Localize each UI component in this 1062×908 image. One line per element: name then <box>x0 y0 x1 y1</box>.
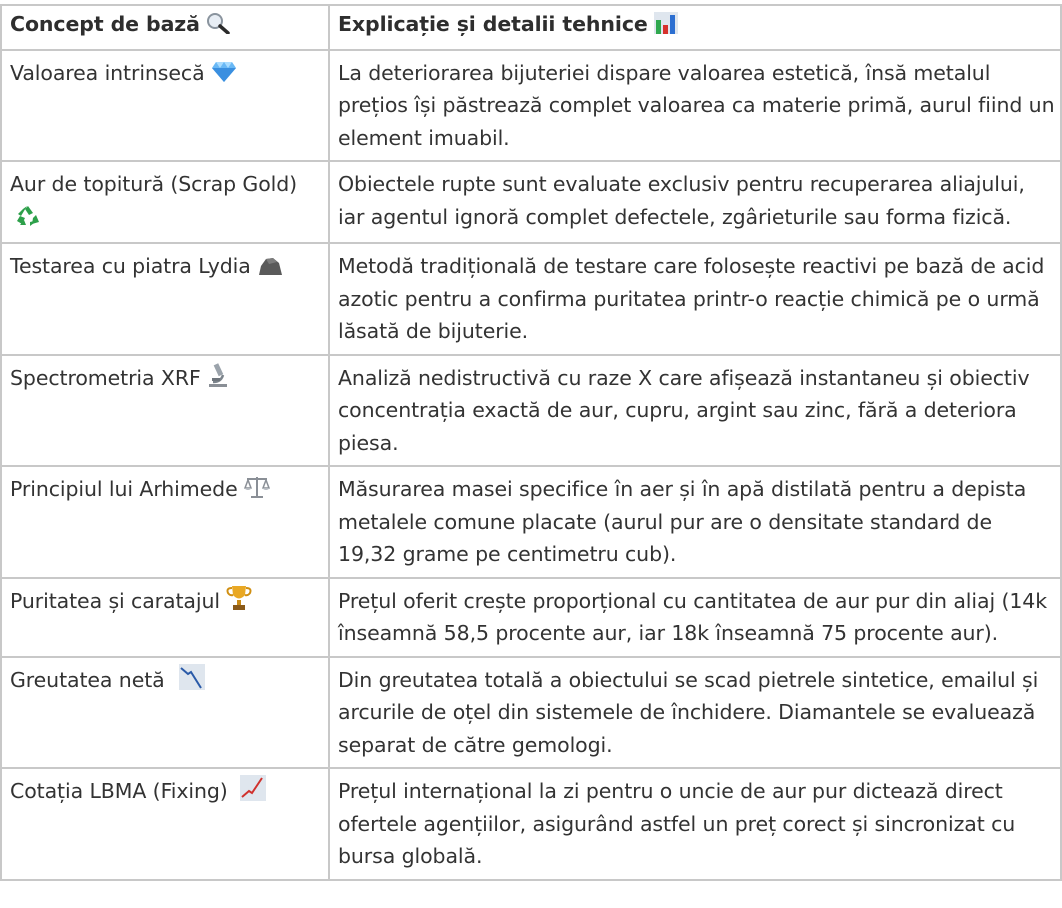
details-cell: Obiectele rupte sunt evaluate exclusiv pentru recuperarea aliajului, iar agentul ignoră complet defectele, zgârieturile sau forma fizică. <box>329 161 1061 243</box>
header-details-label: Explicație și detalii tehnice <box>338 12 648 36</box>
concept-label: Cotația LBMA (Fixing) <box>10 779 228 803</box>
header-details <box>329 5 1061 50</box>
concept-cell <box>1 578 329 657</box>
table-row <box>1 50 1061 162</box>
table-row <box>1 161 1061 243</box>
chart-increasing-icon <box>240 775 266 811</box>
concept-cell <box>1 768 329 880</box>
concept-cell <box>1 657 329 769</box>
table-header-row <box>1 5 1061 50</box>
trophy-icon <box>226 585 252 621</box>
concept-cell <box>1 355 329 467</box>
gem-icon <box>211 60 237 93</box>
balance-scale-icon <box>244 475 270 509</box>
concept-label: Aur de topitură (Scrap Gold) <box>10 172 298 196</box>
recycle-icon <box>16 204 40 237</box>
table-row <box>1 768 1061 880</box>
details-cell: Din greutatea totală a obiectului se scad pietrele sintetice, emailul și arcurile de oțel din sistemele de închidere. Diamantele se evaluează separat de către gemologi. <box>329 657 1061 769</box>
microscope-icon <box>207 362 229 398</box>
chart-decreasing-icon <box>179 664 205 700</box>
concept-label: Greutatea netă <box>10 667 165 692</box>
details-cell: Analiză nedistructivă cu raze X care afișează instantaneu și obiectiv concentrația exactă de aur, cupru, argint sau zinc, fără a deteriora piesa. <box>329 355 1061 467</box>
table-row <box>1 466 1061 578</box>
concept-cell <box>1 243 329 355</box>
concept-cell <box>1 466 329 578</box>
concept-table <box>0 4 1062 881</box>
concept-label: Spectrometria XRF <box>10 365 201 390</box>
concept-cell <box>1 50 329 162</box>
table-row <box>1 355 1061 467</box>
details-cell: Prețul internațional la zi pentru o uncie de aur pur dictează direct ofertele agențiilor, asigurând astfel un preț corect și sincronizat cu bursa globală. <box>329 768 1061 880</box>
header-concept <box>1 5 329 50</box>
header-concept-label: Concept de bază <box>10 12 200 36</box>
table-row <box>1 578 1061 657</box>
details-cell: Măsurarea masei specifice în aer și în apă distilată pentru a depista metalele comune placate (aurul pur are o densitate standard de 19,32 grame pe centimetru cub). <box>329 466 1061 578</box>
details-cell: Prețul oferit crește proporțional cu cantitatea de aur pur din aliaj (14k înseamnă 58,5 procente aur, iar 18k înseamnă 75 procente aur). <box>329 578 1061 657</box>
details-cell: La deteriorarea bijuteriei dispare valoarea estetică, însă metalul prețios își păstrează complet valoarea ca materie primă, aurul fiind un element imuabil. <box>329 50 1061 162</box>
concept-label: Principiul lui Arhimede <box>10 477 238 501</box>
table-row <box>1 657 1061 769</box>
details-cell: Metodă tradițională de testare care folosește reactivi pe bază de acid azotic pentru a confirma puritatea printr-o reacție chimică pe o urmă lăsată de bijuterie. <box>329 243 1061 355</box>
concept-label: Valoarea intrinsecă <box>10 60 205 85</box>
concept-cell <box>1 161 329 243</box>
bar-chart-icon <box>654 11 678 44</box>
rock-icon <box>257 253 283 286</box>
concept-label: Testarea cu piatra Lydia <box>10 254 251 278</box>
magnifying-glass-icon <box>206 11 230 44</box>
concept-label: Puritatea și caratajul <box>10 588 220 613</box>
table-row <box>1 243 1061 355</box>
